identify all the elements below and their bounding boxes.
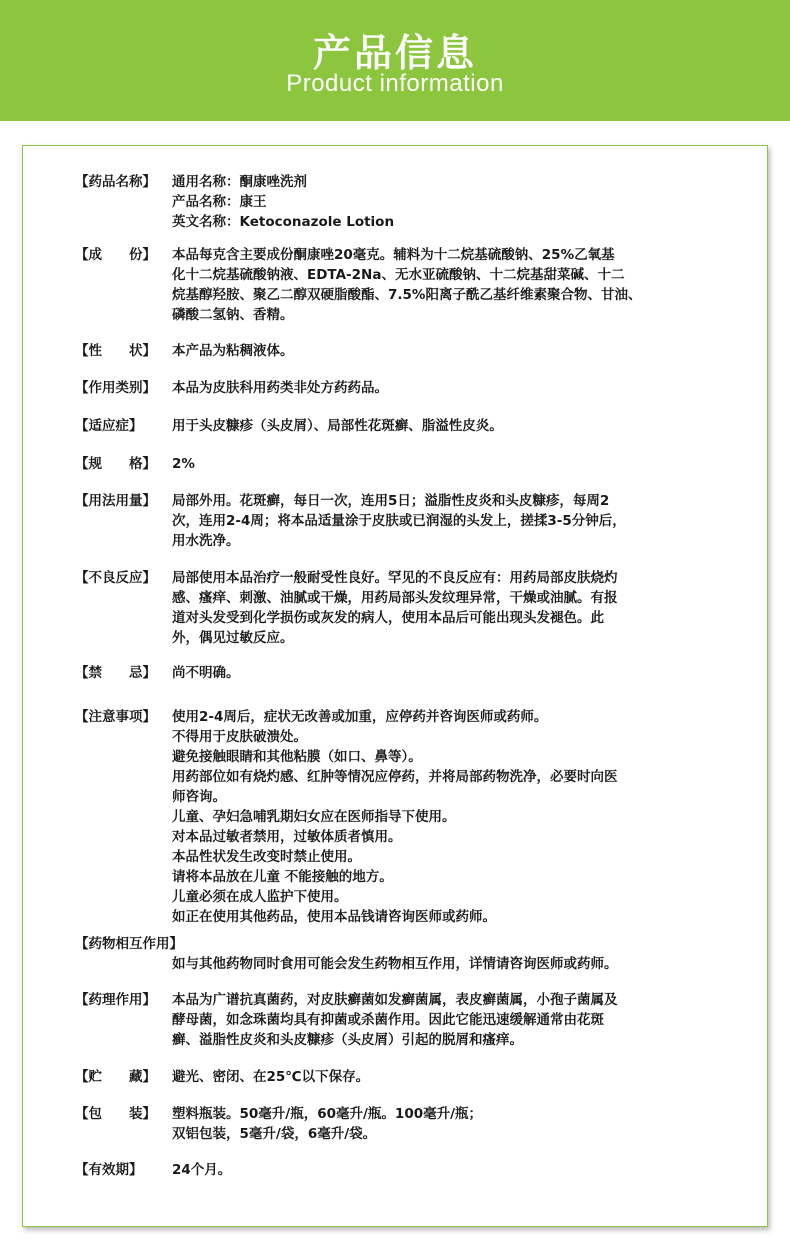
section-packaging [75,1104,725,1144]
section-text: 用于头皮糠疹（头皮屑）、局部性花斑癣、脂溢性皮炎。 [172,418,503,434]
header-banner [0,0,790,121]
section-dosage [75,491,725,551]
section-label: 【性 状】 [75,343,156,359]
section-label: 【注意事项】 [75,709,156,725]
section-label: 【用法用量】 [75,493,156,509]
section-pharmacology [75,990,725,1050]
section-text: 塑料瓶装。50毫升/瓶，60毫升/瓶。100毫升/瓶； 双铝包装，5毫升/袋，6毫升/袋。 [172,1106,483,1142]
section-text: 局部使用本品治疗一般耐受性良好。罕见的不良反应有：用药局部皮肤烧灼 感、瘙痒、刺激、油腻或干燥，用药局部头发纹理异常，干燥或油腻。有报 道对头发受到化学损伤或灰发的病人，使用本品后可能出现头发褪色。此 外，偶见过敏反应。 [172,570,618,646]
section-text: 本品为皮肤科用药类非处方药药品。 [172,380,388,396]
section-text: 局部外用。花斑癣，每日一次，连用5日；溢脂性皮炎和头皮糠疹，每周2 次，连用2-4周；将本品适量涂于皮肤或已润湿的头发上，搓揉3-5分钟后， 用水洗净。 [172,493,626,549]
page-subtitle: Product information [286,70,504,97]
section-ingredients [75,245,725,325]
section-text: 如与其他药物同时食用可能会发生药物相互作用，详情请咨询医师或药师。 [172,956,618,972]
section-text: 通用名称：酮康唑洗剂 产品名称：康王 英文名称：Ketoconazole Lotion [172,174,395,230]
section-specification [75,454,725,474]
section-contraindications [75,663,725,683]
page-title: 产品信息 [312,31,477,75]
section-shelf-life [75,1160,725,1180]
section-text: 避光、密闭、在25℃以下保存。 [172,1069,370,1085]
section-label: 【药物相互作用】 [75,936,183,952]
section-label: 【禁 忌】 [75,665,156,681]
section-label: 【药理作用】 [75,992,156,1008]
section-appearance [75,341,725,361]
section-text: 本品每克含主要成份酮康唑20毫克。辅料为十二烷基硫酸钠、25%乙氧基 化十二烷基硫酸钠液、EDTA-2Na、无水亚硫酸钠、十二烷基甜菜碱、十二 烷基醇羟胺、聚乙二醇双硬脂酸酯、7.5%阳离子酰乙基纤维素聚合物、甘油、 磷酸二氢钠、香精。 [172,247,642,323]
section-text: 2% [172,456,195,472]
section-category [75,378,725,398]
section-label: 【作用类别】 [75,380,156,396]
section-text: 本品为广谱抗真菌药，对皮肤癣菌如发癣菌属，表皮癣菌属，小孢子菌属及 酵母菌，如念珠菌均具有抑菌或杀菌作用。因此它能迅速缓解通常由花斑 癣、溢脂性皮炎和头皮糠疹（头皮屑）引起的脱屑和瘙痒。 [172,992,618,1048]
section-adverse-reactions [75,568,725,648]
section-label: 【贮 藏】 [75,1069,156,1085]
section-label: 【药品名称】 [75,174,156,190]
section-storage [75,1067,725,1087]
section-label: 【不良反应】 [75,570,156,586]
section-label: 【规 格】 [75,456,156,472]
section-text: 尚不明确。 [172,665,240,681]
section-indications [75,416,725,436]
section-label: 【有效期】 [75,1162,143,1178]
section-label: 【适应症】 [75,418,143,434]
section-label: 【成 份】 [75,247,156,263]
section-text: 本产品为粘稠液体。 [172,343,294,359]
section-text: 24个月。 [172,1162,232,1178]
section-precautions [75,707,725,927]
section-drug-interactions [75,934,725,974]
section-label: 【包 装】 [75,1106,156,1122]
section-text: 使用2-4周后，症状无改善或加重，应停药并咨询医师或药师。 不得用于皮肤破溃处。 避免接触眼睛和其他粘膜（如口、鼻等）。 用药部位如有烧灼感、红肿等情况应停药，并将局部药物洗净，必要时向医 师咨询。 儿童、孕妇急哺乳期妇女应在医师指导下使用。 对本品过敏者禁用，过敏体质者慎用。 本品性状发生改变时禁止使用。 请将本品放在儿童 不能接触的地方。 儿童必须在成人监护下使用。 如正在使用其他药品，使用本品钱请咨询医师或药师。 [172,709,618,925]
section-drug-name [75,172,725,232]
